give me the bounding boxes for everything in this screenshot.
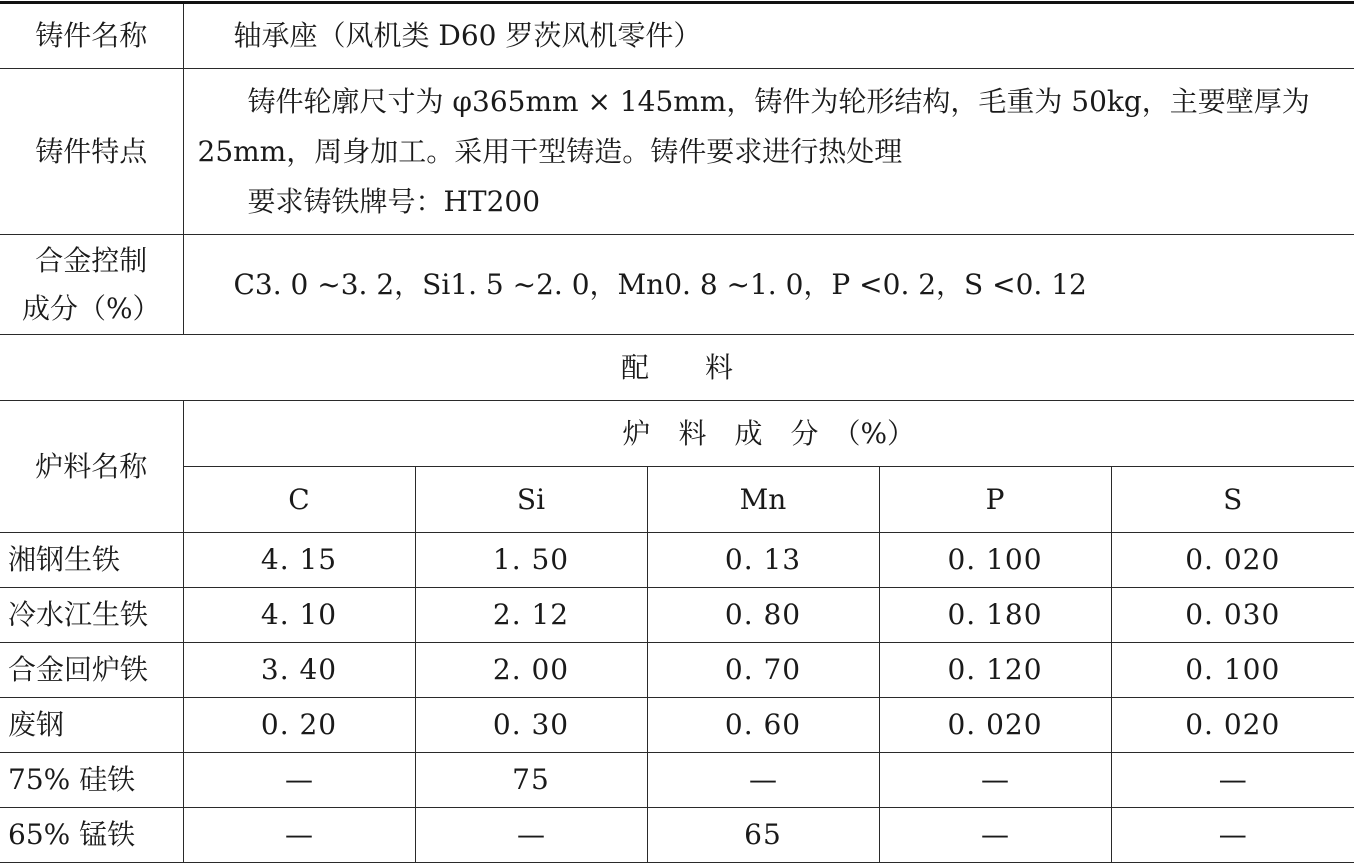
value-c: — bbox=[183, 808, 415, 863]
value-si: 75 bbox=[415, 753, 647, 808]
composition-header-row bbox=[0, 401, 1354, 467]
casting-features-text: 铸件轮廓尺寸为 φ365mm × 145mm，铸件为轮形结构，毛重为 50kg，主要壁厚为 25mm，周身加工。采用干型铸造。铸件要求进行热处理 bbox=[197, 84, 1310, 168]
table-row bbox=[0, 698, 1354, 753]
value-si: 0. 30 bbox=[415, 698, 647, 753]
value-s: 0. 030 bbox=[1111, 588, 1354, 643]
value-si: 1. 50 bbox=[415, 533, 647, 588]
casting-name-row bbox=[0, 3, 1354, 69]
value-s: — bbox=[1111, 753, 1354, 808]
table-row bbox=[0, 808, 1354, 863]
material-name: 冷水江生铁 bbox=[0, 588, 183, 643]
casting-grade-text: 要求铸铁牌号：HT200 bbox=[247, 184, 541, 218]
value-mn: 0. 13 bbox=[647, 533, 879, 588]
value-mn: — bbox=[647, 753, 879, 808]
batching-title: 配 料 bbox=[0, 335, 1354, 401]
value-c: — bbox=[183, 753, 415, 808]
alloy-composition-row bbox=[0, 235, 1354, 335]
casting-spec-table bbox=[0, 1, 1354, 863]
value-s: — bbox=[1111, 808, 1354, 863]
value-c: 4. 10 bbox=[183, 588, 415, 643]
alloy-label-line-1: 合金控制 bbox=[35, 243, 148, 277]
value-p: 0. 100 bbox=[879, 533, 1111, 588]
value-mn: 0. 80 bbox=[647, 588, 879, 643]
column-header-si: Si bbox=[415, 467, 647, 533]
value-si: — bbox=[415, 808, 647, 863]
value-c: 0. 20 bbox=[183, 698, 415, 753]
value-p: 0. 120 bbox=[879, 643, 1111, 698]
material-name: 合金回炉铁 bbox=[0, 643, 183, 698]
value-p: 0. 020 bbox=[879, 698, 1111, 753]
material-name: 湘钢生铁 bbox=[0, 533, 183, 588]
value-mn: 0. 70 bbox=[647, 643, 879, 698]
column-header-s: S bbox=[1111, 467, 1354, 533]
value-p: — bbox=[879, 808, 1111, 863]
casting-features-label: 铸件特点 bbox=[0, 69, 183, 235]
value-mn: 0. 60 bbox=[647, 698, 879, 753]
table-row bbox=[0, 588, 1354, 643]
composition-header: 炉 料 成 分 （%） bbox=[183, 401, 1354, 467]
value-c: 4. 15 bbox=[183, 533, 415, 588]
value-p: — bbox=[879, 753, 1111, 808]
casting-features-cell bbox=[183, 69, 1354, 235]
material-name: 废钢 bbox=[0, 698, 183, 753]
batching-title-row bbox=[0, 335, 1354, 401]
value-c: 3. 40 bbox=[183, 643, 415, 698]
casting-name-label: 铸件名称 bbox=[0, 3, 183, 69]
value-si: 2. 12 bbox=[415, 588, 647, 643]
casting-name-value: 轴承座（风机类 D60 罗茨风机零件） bbox=[183, 3, 1354, 69]
alloy-composition-label bbox=[0, 235, 183, 335]
casting-features-row bbox=[0, 69, 1354, 235]
material-name: 65% 锰铁 bbox=[0, 808, 183, 863]
column-header-mn: Mn bbox=[647, 467, 879, 533]
value-si: 2. 00 bbox=[415, 643, 647, 698]
column-header-c: C bbox=[183, 467, 415, 533]
table-row bbox=[0, 533, 1354, 588]
material-name: 75% 硅铁 bbox=[0, 753, 183, 808]
alloy-composition-value: C3. 0 ~3. 2，Si1. 5 ~2. 0，Mn0. 8 ~1. 0，P <0. 2，S <0. 12 bbox=[183, 235, 1354, 335]
value-s: 0. 100 bbox=[1111, 643, 1354, 698]
column-header-p: P bbox=[879, 467, 1111, 533]
value-s: 0. 020 bbox=[1111, 698, 1354, 753]
element-header-row bbox=[0, 467, 1354, 533]
value-p: 0. 180 bbox=[879, 588, 1111, 643]
table-row bbox=[0, 643, 1354, 698]
value-mn: 65 bbox=[647, 808, 879, 863]
alloy-label-line-2: 成分（%） bbox=[21, 291, 161, 325]
table-row bbox=[0, 753, 1354, 808]
material-name-header: 炉料名称 bbox=[0, 401, 183, 533]
value-s: 0. 020 bbox=[1111, 533, 1354, 588]
